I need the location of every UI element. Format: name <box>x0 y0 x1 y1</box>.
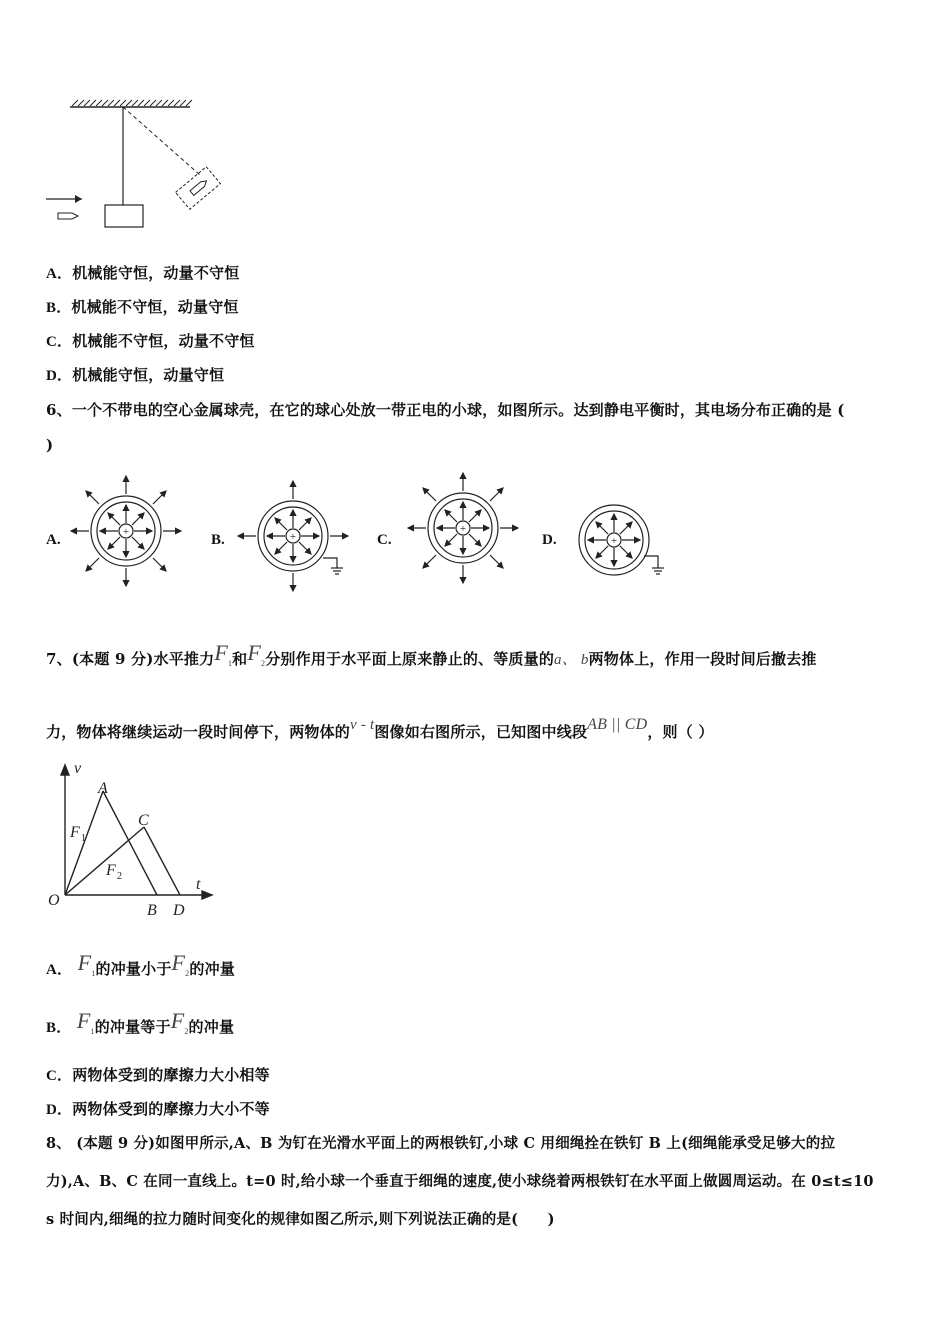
graph-label-t: t <box>196 876 201 893</box>
q6-stem-line2: ) <box>46 436 54 454</box>
q7-stem-line1: 7、(本题 9 分)水平推力$F_1$和$F_2$分别作用于水平面上原来静止的、等质量的a、 b两物体上，作用一段时间后撤去推 <box>46 640 817 668</box>
graph-label-f1: F <box>70 824 80 841</box>
q8-stem-line3: s 时间内,细绳的拉力随时间变化的规律如图乙所示,则下列说法正确的是( ) <box>46 1211 555 1228</box>
q7-option-a[interactable]: A． $F_1$的冲量小于$F_2$的冲量 <box>46 950 235 978</box>
q7-option-c[interactable]: C．两物体受到的摩擦力大小相等 <box>46 1066 270 1084</box>
q6-fig-label-d[interactable]: D. <box>542 532 557 548</box>
q6-fig-label-a[interactable]: A. <box>46 532 61 548</box>
graph-label-o: O <box>48 892 60 909</box>
graph-label-c: C <box>138 812 149 829</box>
graph-label-a: A <box>98 780 108 797</box>
q5-option-a[interactable]: A．机械能守恒，动量不守恒 <box>46 264 240 282</box>
q7-stem-line2: 力，物体将继续运动一段时间停下，两物体的v - t图像如右图所示，已知图中线段AB || CD，则（ ） <box>46 716 714 741</box>
q5-option-b[interactable]: B．机械能不守恒，动量守恒 <box>46 298 239 316</box>
q6-fig-label-b[interactable]: B. <box>211 532 225 548</box>
q5-option-c[interactable]: C．机械能不守恒，动量不守恒 <box>46 332 255 350</box>
graph-label-v: v <box>74 760 82 777</box>
q7-vt-graph <box>40 755 230 925</box>
q8-stem-line1: 8、 (本题 9 分)如图甲所示,A、B 为钉在光滑水平面上的两根铁钉,小球 C 用细绳拴在铁钉 B 上(细绳能承受足够大的拉 <box>46 1135 836 1152</box>
pendulum-figure <box>40 95 240 235</box>
graph-label-f2-sub: 2 <box>117 871 122 882</box>
q6-stem-line1: 6、一个不带电的空心金属球壳，在它的球心处放一带正电的小球，如图所示。达到静电平衡时，其电场分布正确的是 ( <box>46 401 845 419</box>
q7-option-d[interactable]: D．两物体受到的摩擦力大小不等 <box>46 1100 270 1118</box>
q6-charge-c: + <box>459 523 467 535</box>
q6-figures <box>0 465 950 595</box>
q6-figure-d <box>579 505 664 575</box>
graph-label-b: B <box>147 902 157 919</box>
q7-option-b[interactable]: B． $F_1$的冲量等于$F_2$的冲量 <box>46 1008 235 1036</box>
q8-stem-line2: 力),A、B、C 在同一直线上。t=0 时,给小球一个垂直于细绳的速度,使小球绕着两根铁钉在水平面上做圆周运动。在 0≤t≤10 <box>46 1173 874 1190</box>
q6-charge-a: + <box>122 526 130 538</box>
q6-charge-b: + <box>289 531 297 543</box>
q5-option-d[interactable]: D．机械能守恒，动量守恒 <box>46 366 225 384</box>
q6-fig-label-c[interactable]: C. <box>377 532 392 548</box>
graph-label-f2: F <box>106 862 116 879</box>
graph-label-f1-sub: 1 <box>81 833 86 844</box>
q6-charge-d: + <box>610 535 618 547</box>
graph-label-d: D <box>173 902 185 919</box>
